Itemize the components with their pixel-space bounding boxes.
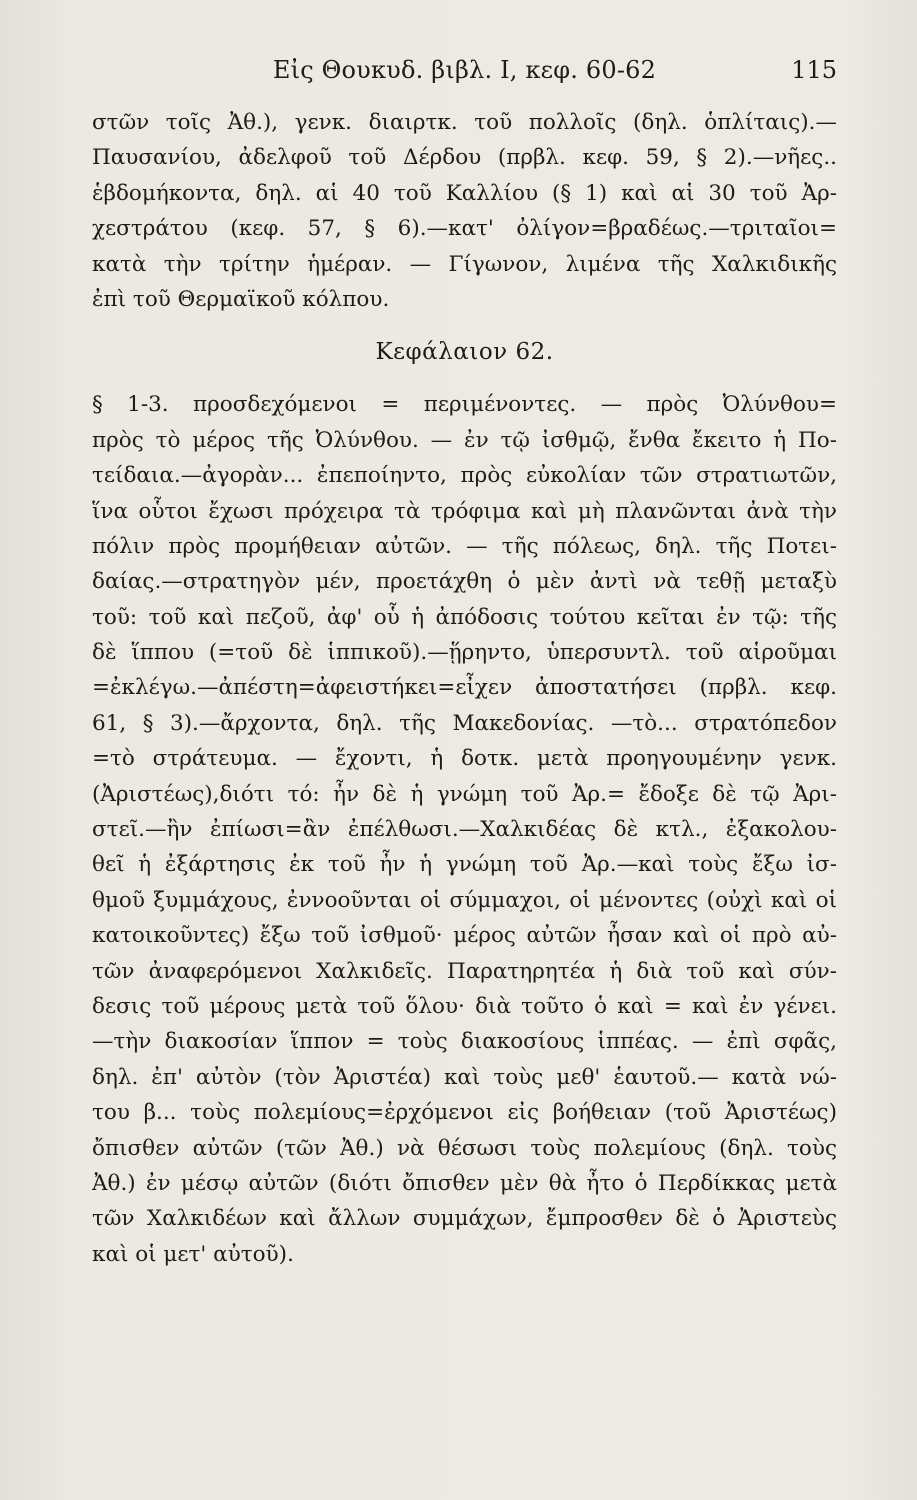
text-line: τοῦ: τοῦ καὶ πεζοῦ, ἀφ' οὗ ἡ ἀπόδοσις τούτου κεῖται ἐν τῷ: τῆς (92, 604, 837, 630)
text-line: πρὸς τὸ μέρος τῆς Ὀλύνθου. — ἐν τῷ ἰσθμῷ, ἔνθα ἔκειτο ἡ Πο- (92, 427, 837, 453)
text-line: ὄπισθεν αὐτῶν (τῶν Ἀθ.) νὰ θέσωσι τοὺς πολεμίους (δηλ. τοὺς (92, 1135, 837, 1161)
text-line: § 1-3. προσδεχόμενοι = περιμένοντες. — πρὸς Ὀλύνθου= (92, 392, 837, 418)
text-line: καὶ οἱ μετ' αὐτοῦ). (92, 1241, 294, 1267)
text-line: δὲ ἵππου (=τοῦ δὲ ἱππικοῦ).—ᾕρηντο, ὑπερσυντλ. τοῦ αἱροῦμαι (92, 640, 837, 666)
text-line: Παυσανίου, ἀδελφοῦ τοῦ Δέρδου (πρβλ. κεφ. 59, § 2).—νῆες.. (92, 145, 837, 171)
text-line: =ἐκλέγω.—ἀπέστη=ἀφειστήκει=εἶχεν ἀποστατήσει (πρβλ. κεφ. (92, 675, 837, 701)
text-line: δηλ. ἐπ' αὐτὸν (τὸν Ἀριστέα) καὶ τοὺς μεθ' ἑαυτοῦ.— κατὰ νώ- (92, 1064, 837, 1090)
text-line: τείδαια.—ἀγορὰν... ἐπεποίηντο, πρὸς εὐκολίαν τῶν στρατιωτῶν, (92, 463, 837, 489)
page-number: 115 (791, 56, 837, 84)
text-line: δεσις τοῦ μέρους μετὰ τοῦ ὅλου· διὰ τοῦτο ὁ καὶ = καὶ ἐν γένει. (92, 993, 837, 1019)
chapter-heading: Κεφάλαιον 62. (375, 339, 554, 366)
text-line: τῶν ἀναφερόμενοι Χαλκιδεῖς. Παρατηρητέα ἡ διὰ τοῦ καὶ σύν- (92, 958, 837, 984)
text-line: (Ἀριστέως),διότι τό: ἦν δὲ ἡ γνώμη τοῦ Ἀρ.= ἔδοξε δὲ τῷ Ἀρι- (92, 781, 837, 807)
text-line: κατοικοῦντες) ἔξω τοῦ ἰσθμοῦ· μέρος αὐτῶν ἦσαν καὶ οἱ πρὸ αὐ- (92, 923, 837, 949)
text-line: του β... τοὺς πολεμίους=ἐρχόμενοι εἰς βοήθειαν (τοῦ Ἀριστέως) (92, 1100, 837, 1126)
running-title: Εἰς Θουκυδ. βιβλ. I, κεφ. 60-62 (272, 56, 657, 84)
text-line: ἵνα οὗτοι ἔχωσι πρόχειρα τὰ τρόφιμα καὶ μὴ πλανῶνται ἀνὰ τὴν (92, 498, 837, 524)
text-line: =τὸ στράτευμα. — ἔχοντι, ἡ δοτκ. μετὰ προηγουμένην γενκ. (92, 746, 837, 772)
paragraph-continuation (92, 105, 837, 317)
text-line: ἐπὶ τοῦ Θερμαϊκοῦ κόλπου. (92, 286, 390, 312)
text-line: 61, § 3).—ἄρχοντα, δηλ. τῆς Μακεδονίας. —τὸ... στρατόπεδον (92, 710, 837, 736)
running-head (92, 56, 837, 90)
commentary-body (92, 105, 837, 1272)
text-line: θεῖ ἡ ἐξάρτησις ἐκ τοῦ ἦν ἡ γνώμη τοῦ Ἀρ.—καὶ τοὺς ἔξω ἰσ- (92, 852, 837, 878)
text-line: θμοῦ ξυμμάχους, ἐννοοῦνται οἱ σύμμαχοι, οἱ μένοντες (οὐχὶ καὶ οἱ (92, 887, 837, 913)
text-line: —τὴν διακοσίαν ἵππον = τοὺς διακοσίους ἱππέας. — ἐπὶ σφᾶς, (92, 1029, 837, 1055)
text-line: στεῖ.—ἢν ἐπίωσι=ἂν ἐπέλθωσι.—Χαλκιδέας δὲ κτλ., ἐξακολου- (92, 817, 837, 843)
text-line: στῶν τοῖς Ἀθ.), γενκ. διαιρτκ. τοῦ πολλοῖς (δηλ. ὁπλίταις).— (92, 110, 837, 135)
text-line: τῶν Χαλκιδέων καὶ ἄλλων συμμάχων, ἔμπροσθεν δὲ ὁ Ἀριστεὺς (92, 1206, 837, 1232)
text-line: χεστράτου (κεφ. 57, § 6).—κατ' ὀλίγον=βραδέως.—τριταῖοι= (92, 216, 837, 242)
text-line: πόλιν πρὸς προμήθειαν αὐτῶν. — τῆς πόλεως, δηλ. τῆς Ποτει- (92, 533, 837, 559)
text-line: ἑβδομήκοντα, δηλ. αἱ 40 τοῦ Καλλίου (§ 1) καὶ αἱ 30 τοῦ Ἀρ- (92, 180, 837, 206)
paragraph-chapter-62 (92, 387, 837, 1272)
text-line: δαίας.—στρατηγὸν μέν, προετάχθη ὁ μὲν ἀντὶ νὰ τεθῇ μεταξὺ (92, 569, 837, 595)
text-line: κατὰ τὴν τρίτην ἡμέραν. — Γίγωνον, λιμένα τῆς Χαλκιδικῆς (92, 251, 837, 277)
text-line: Ἀθ.) ἐν μέσῳ αὐτῶν (διότι ὄπισθεν μὲν θὰ ἦτο ὁ Περδίκκας μετὰ (92, 1170, 837, 1196)
